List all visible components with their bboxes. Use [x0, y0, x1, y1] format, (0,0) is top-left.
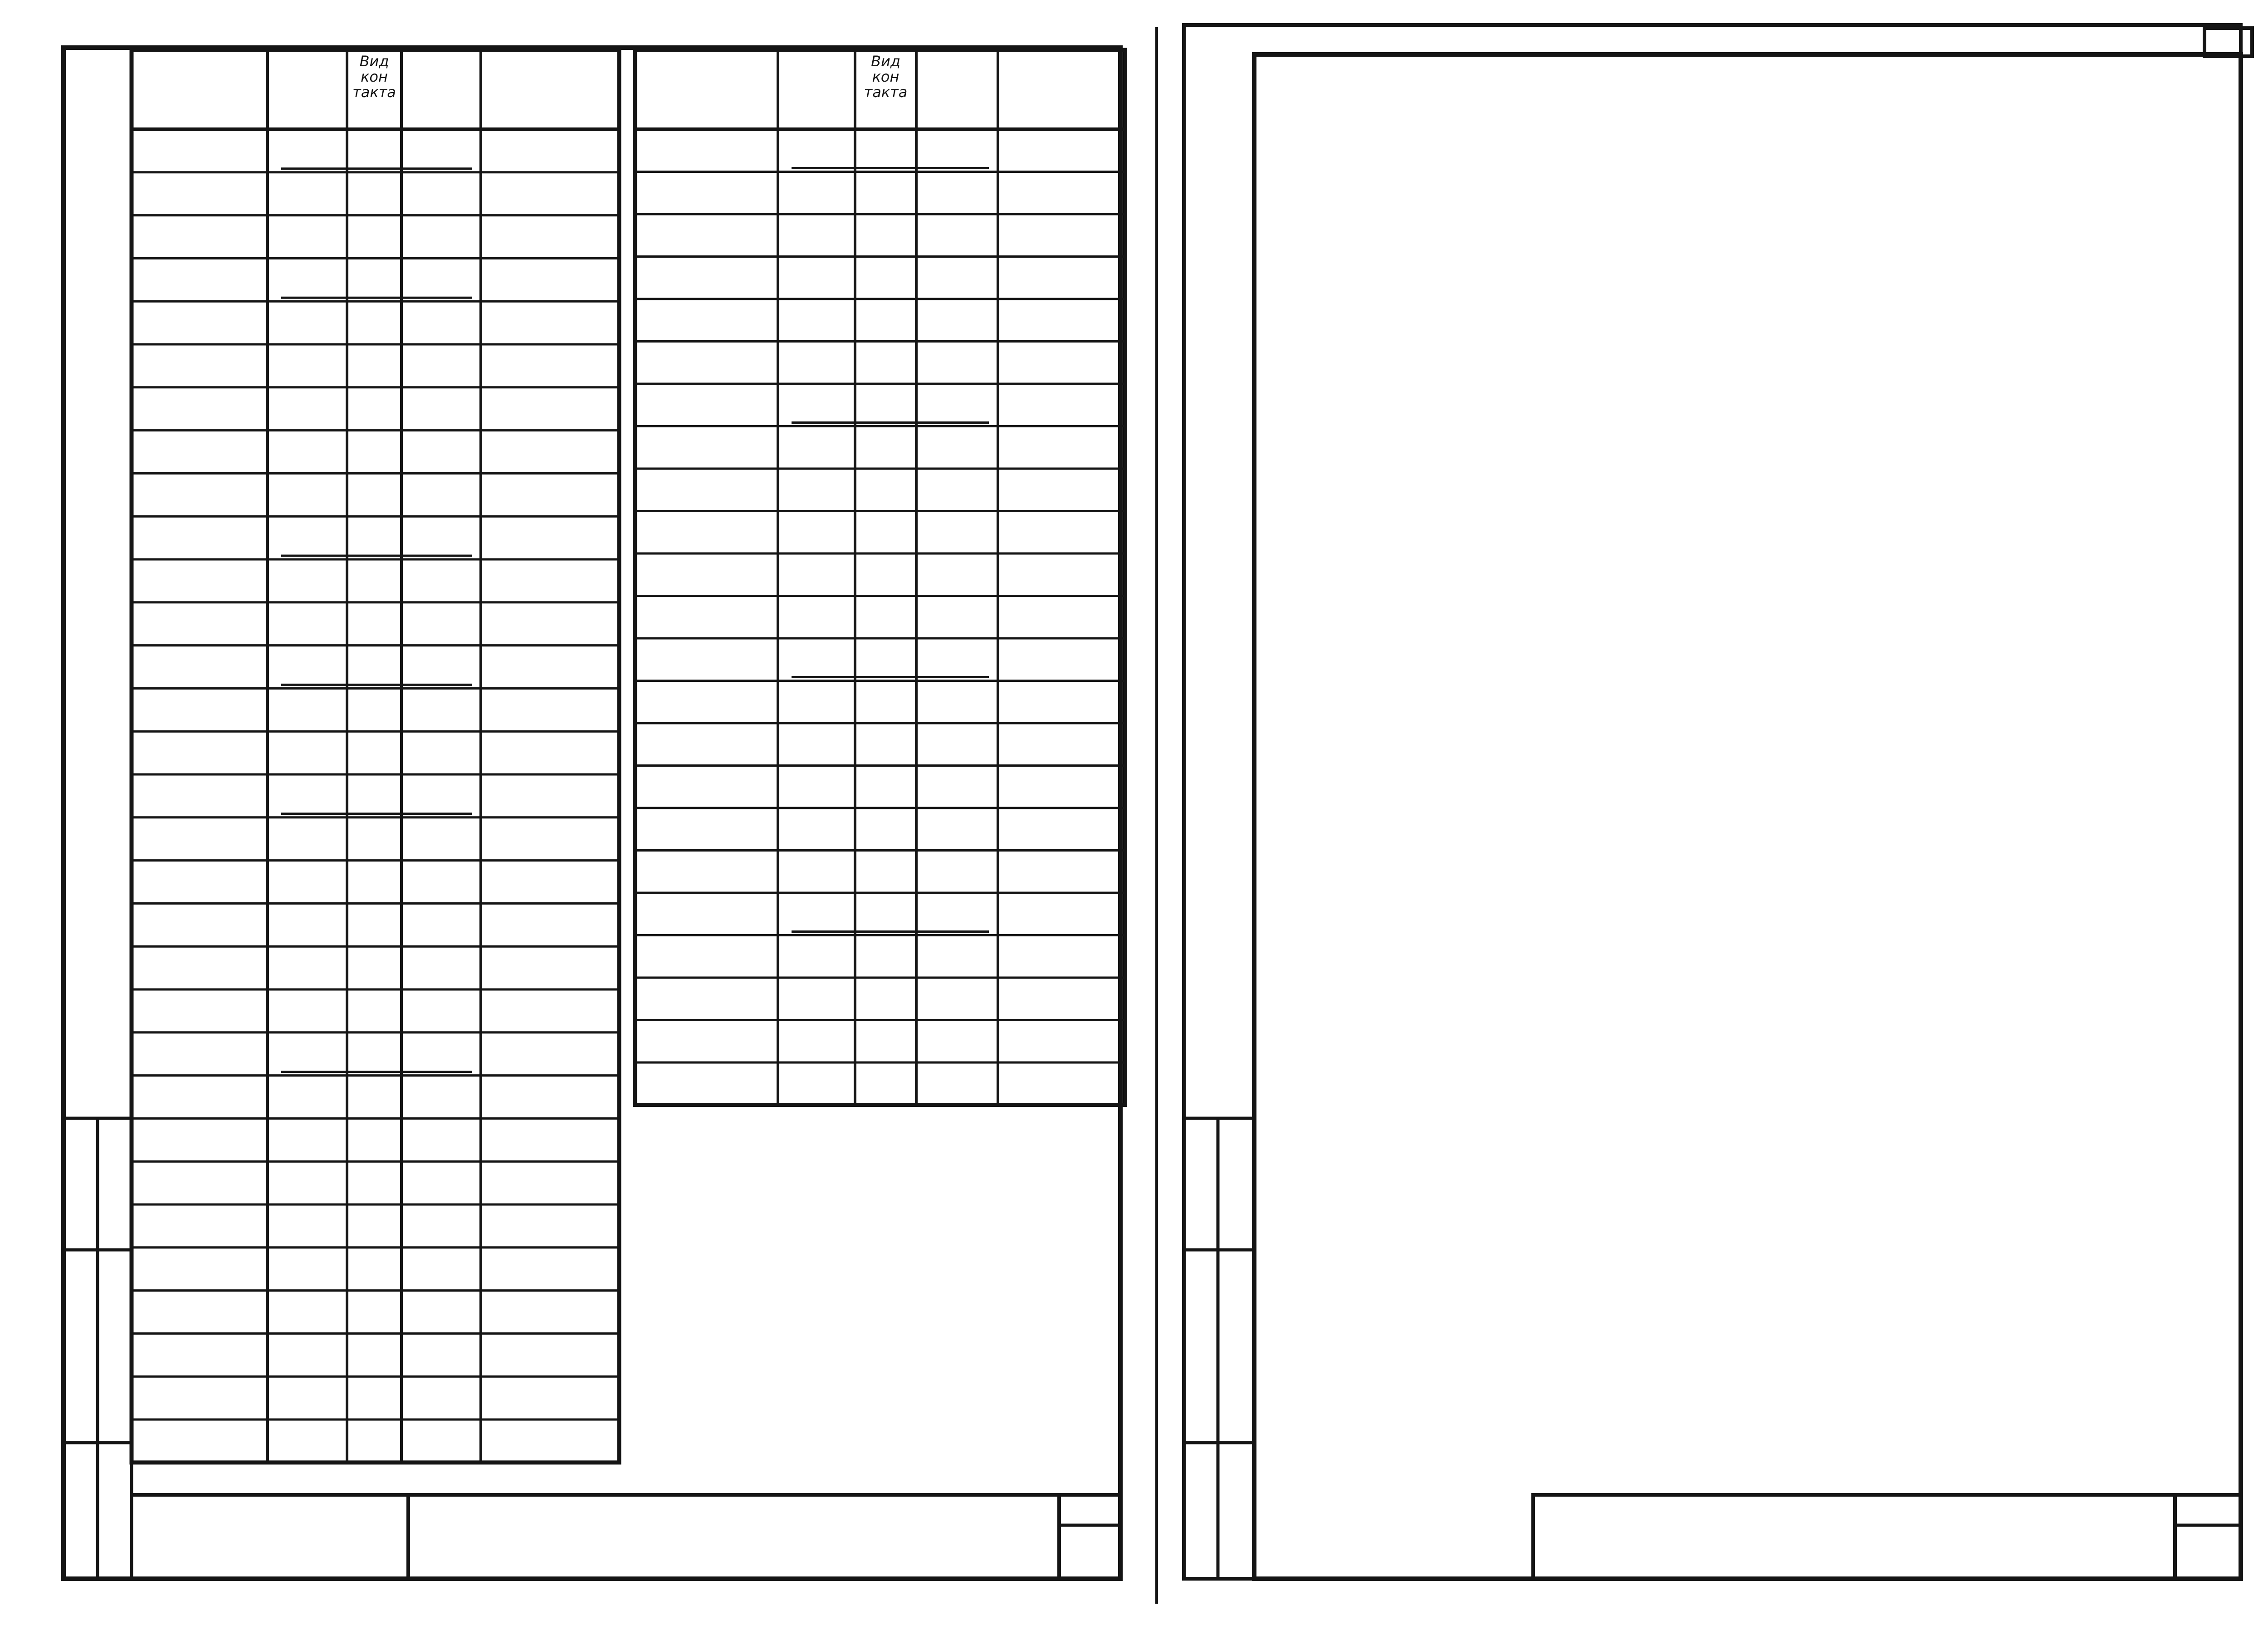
- table-border: [132, 50, 619, 1463]
- table-border: [635, 50, 1125, 1105]
- left-table: [132, 50, 619, 1463]
- right-table: [635, 50, 1125, 1105]
- header-contact-type: Вид кон такта: [864, 53, 908, 101]
- header-contact-type: Вид кон такта: [352, 53, 396, 101]
- connection-tables: [132, 50, 1125, 1463]
